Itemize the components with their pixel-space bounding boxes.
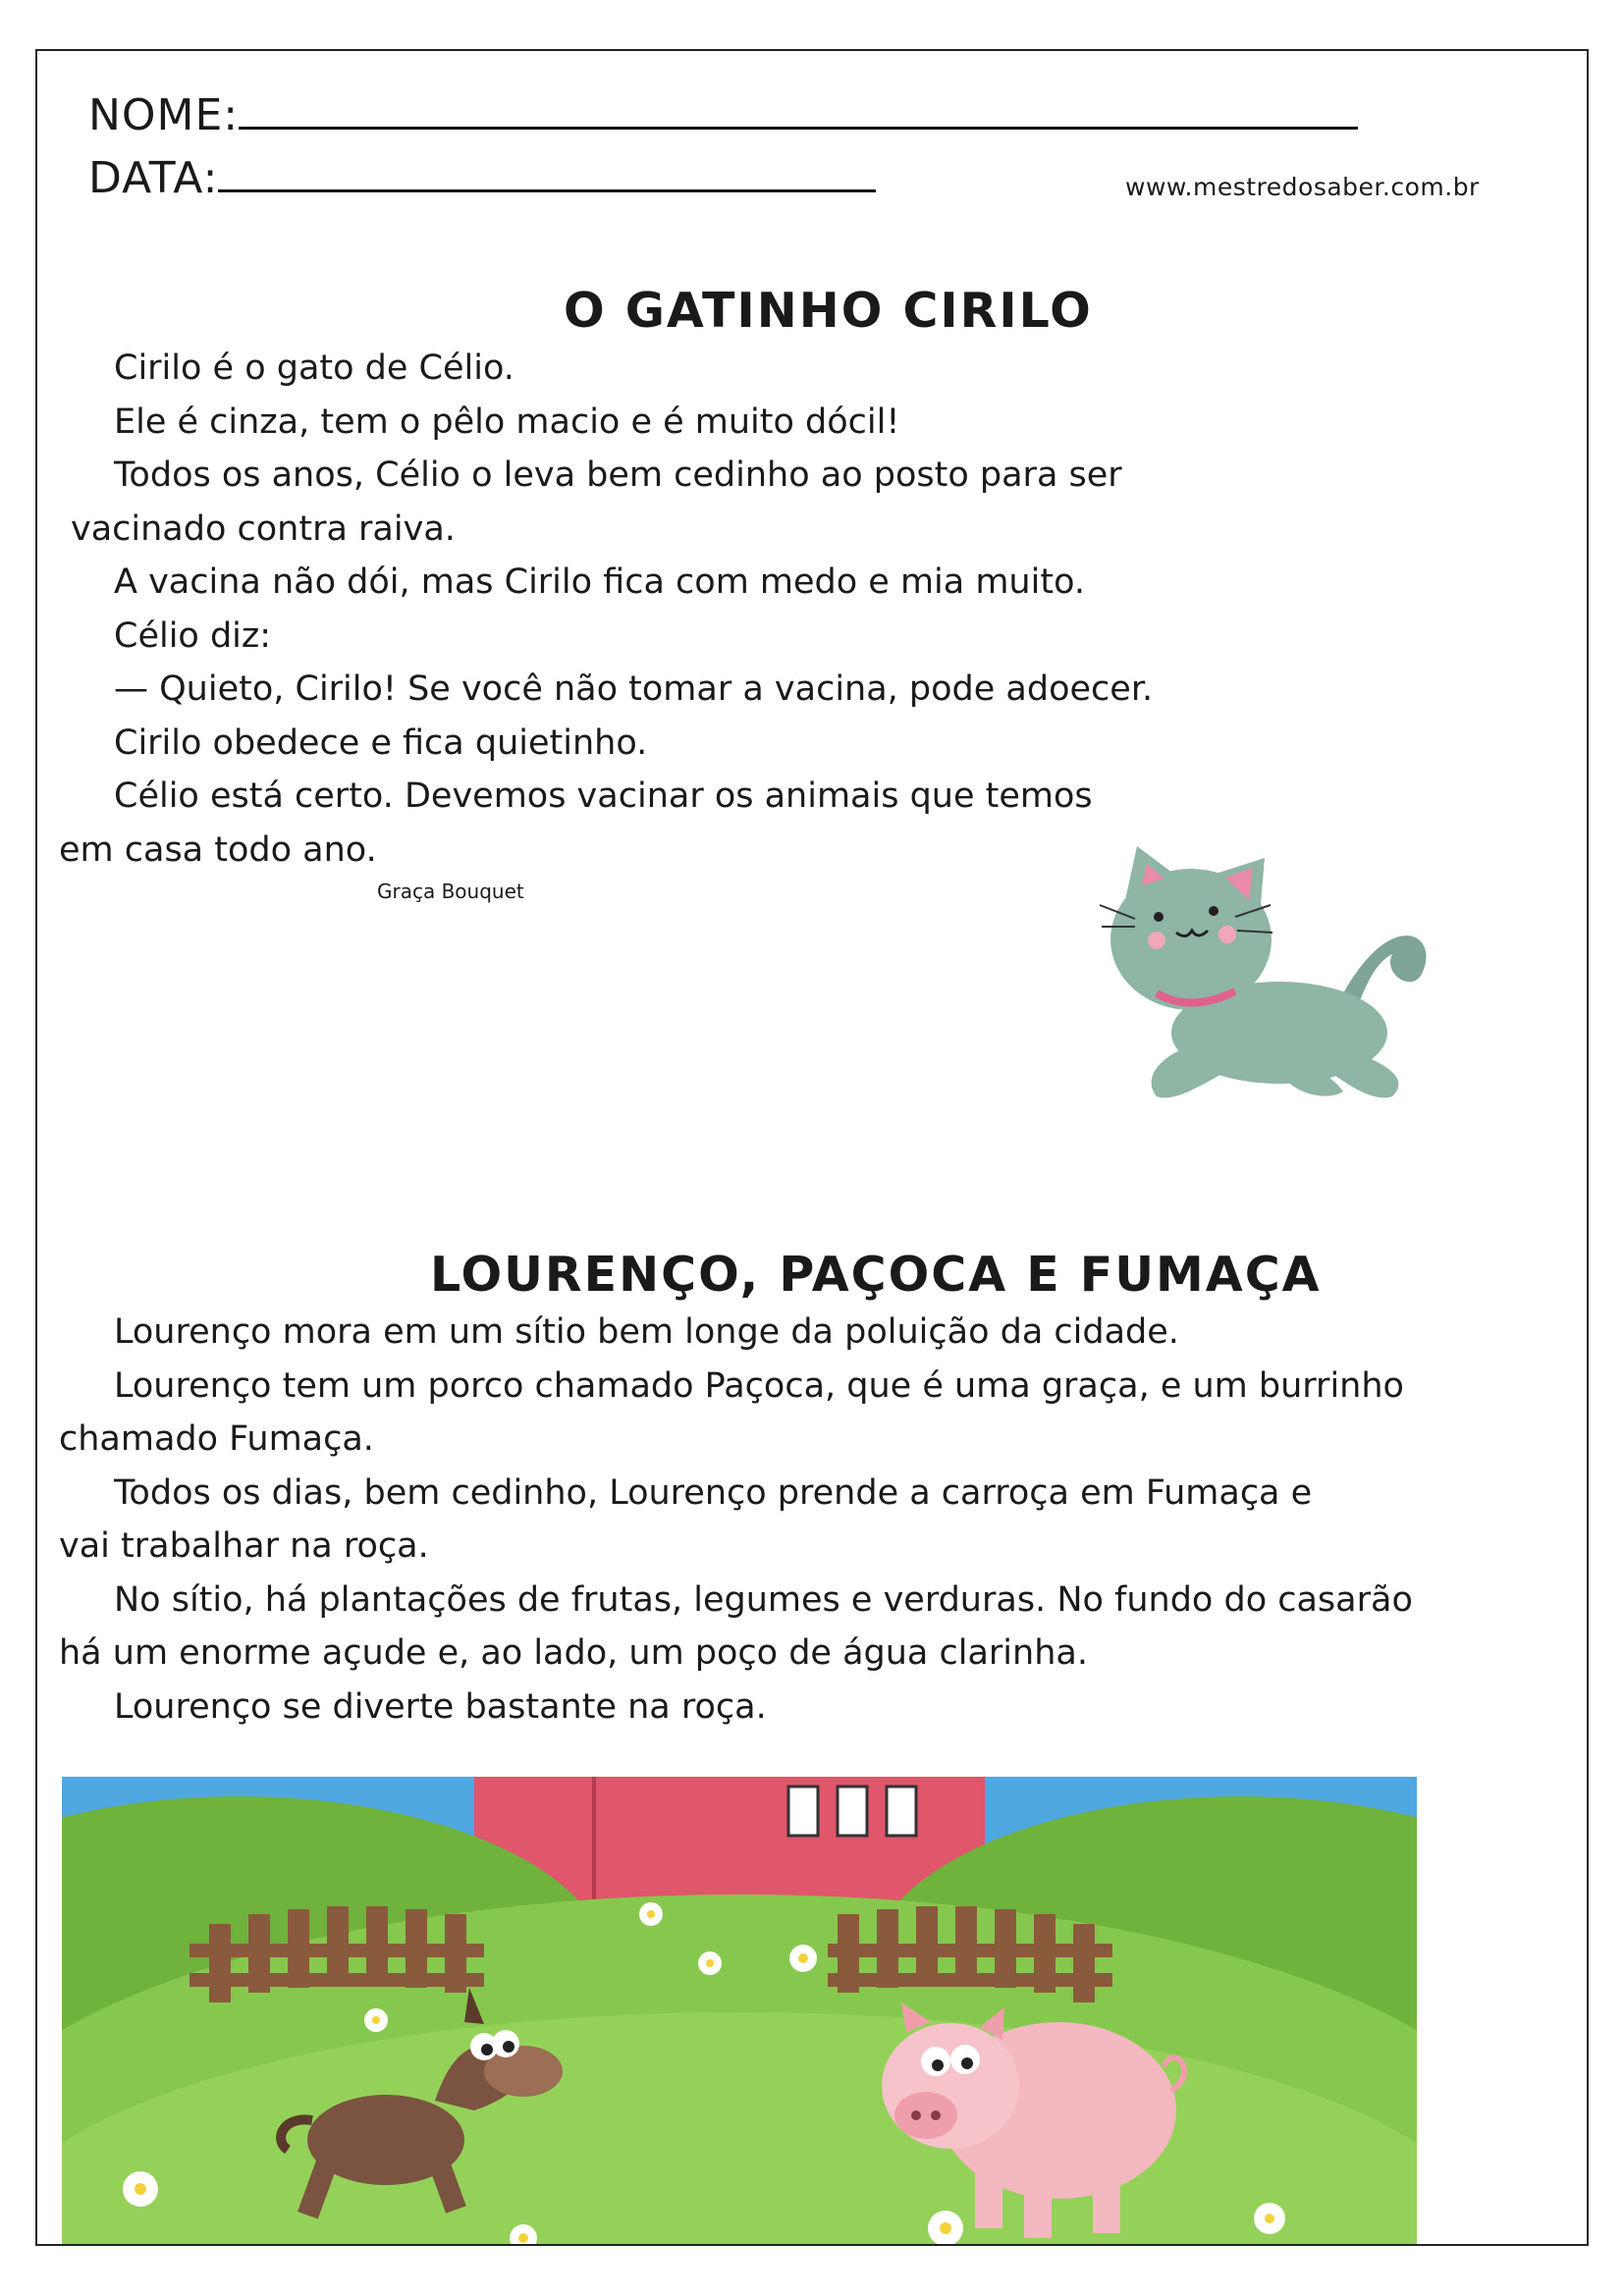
- date-blank[interactable]: [218, 156, 876, 192]
- story1-line: Cirilo obedece e fica quietinho.: [114, 722, 648, 763]
- story1-author: Graça Bouquet: [377, 880, 524, 903]
- website-link[interactable]: www.mestredosaber.com.br: [1125, 173, 1480, 201]
- story1-line: Cirilo é o gato de Célio.: [114, 348, 514, 388]
- story2-text: [59, 1306, 1413, 1734]
- story2-line: Todos os dias, bem cedinho, Lourenço prende a carroça em Fumaça e: [114, 1472, 1313, 1513]
- story2-line: Lourenço tem um porco chamado Paçoca, que é uma graça, e um burrinho: [114, 1365, 1404, 1406]
- story2-line: há um enorme açude e, ao lado, um poço de água clarinha.: [59, 1633, 1088, 1673]
- name-blank[interactable]: [239, 93, 1358, 130]
- story1-line: vacinado contra raiva.: [71, 508, 456, 549]
- story2-line: chamado Fumaça.: [59, 1419, 374, 1459]
- cat-illustration: [1098, 846, 1451, 1121]
- farm-illustration: [62, 1777, 1417, 2246]
- story1-line: Célio diz:: [114, 615, 272, 656]
- story1-line: Célio está certo. Devemos vacinar os animais que temos: [114, 776, 1093, 816]
- story2-line: Lourenço mora em um sítio bem longe da poluição da cidade.: [114, 1312, 1179, 1352]
- story2-line: No sítio, há plantações de frutas, legumes e verduras. No fundo do casarão: [114, 1579, 1413, 1620]
- story2-line: Lourenço se diverte bastante na roça.: [114, 1686, 767, 1727]
- date-label: DATA:: [88, 153, 219, 203]
- worksheet-page: [35, 49, 1589, 2246]
- story1-line: em casa todo ano.: [59, 829, 377, 870]
- story1-line: — Quieto, Cirilo! Se você não tomar a vacina, pode adoecer.: [114, 669, 1154, 709]
- name-line: [88, 90, 1358, 140]
- story1-title: O GATINHO CIRILO: [564, 283, 1093, 339]
- date-line: [88, 153, 876, 203]
- name-label: NOME:: [88, 90, 240, 140]
- story1-line: Todos os anos, Célio o leva bem cedinho ao posto para ser: [114, 455, 1122, 495]
- story1-line: Ele é cinza, tem o pêlo macio e é muito dócil!: [114, 401, 900, 442]
- story2-line: vai trabalhar na roça.: [59, 1526, 429, 1566]
- story1-text: [59, 342, 1153, 877]
- story1-line: A vacina não dói, mas Cirilo fica com medo e mia muito.: [114, 562, 1085, 602]
- story2-title: LOURENÇO, PAÇOCA E FUMAÇA: [430, 1247, 1322, 1303]
